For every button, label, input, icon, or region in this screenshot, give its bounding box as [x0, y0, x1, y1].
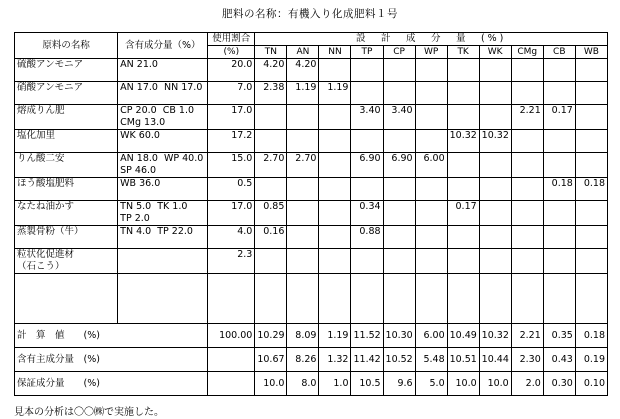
design-value: [319, 130, 351, 153]
design-value: [575, 82, 607, 105]
table-row: [15, 178, 608, 201]
material-name: 硫酸アンモニア: [15, 59, 118, 82]
design-value: [319, 249, 351, 274]
summary-value: 0.30: [543, 372, 575, 396]
empty-cell: [15, 274, 118, 324]
table-row: [15, 82, 608, 105]
usage-ratio: 15.0: [208, 153, 255, 178]
header-col: TN: [255, 46, 287, 59]
header-col: CB: [543, 46, 575, 59]
summary-value: 2.30: [511, 348, 543, 372]
design-value: [255, 130, 287, 153]
design-value: 2.70: [287, 153, 319, 178]
design-value: [479, 82, 511, 105]
design-value: 1.19: [319, 82, 351, 105]
summary-label: 保証成分量 (%): [15, 372, 208, 396]
summary-value: 10.0: [255, 372, 287, 396]
summary-value: 10.0: [447, 372, 479, 396]
design-value: [543, 130, 575, 153]
design-value: [383, 130, 415, 153]
design-value: [415, 226, 447, 249]
summary-value: 1.0: [319, 372, 351, 396]
design-value: [543, 82, 575, 105]
design-value: 6.00: [415, 153, 447, 178]
design-value: [447, 59, 479, 82]
design-value: [383, 201, 415, 226]
table-row: [15, 105, 608, 130]
summary-ratio: 100.00: [208, 324, 255, 348]
empty-cell: [511, 274, 543, 324]
design-value: [447, 153, 479, 178]
design-value: [511, 130, 543, 153]
design-value: [383, 82, 415, 105]
summary-value: 1.19: [319, 324, 351, 348]
design-value: [255, 178, 287, 201]
table-row: [15, 201, 608, 226]
material-contents: [118, 249, 208, 274]
summary-value: 8.0: [287, 372, 319, 396]
header-col: WP: [415, 46, 447, 59]
design-value: [383, 249, 415, 274]
header-contents: 含有成分量（%）: [118, 33, 208, 59]
summary-value: 0.10: [575, 372, 607, 396]
design-value: 4.20: [255, 59, 287, 82]
header-col: TK: [447, 46, 479, 59]
material-contents: AN 21.0: [118, 59, 208, 82]
material-contents: WK 60.0: [118, 130, 208, 153]
design-value: [351, 249, 383, 274]
design-value: [575, 226, 607, 249]
summary-value: 10.32: [479, 324, 511, 348]
material-name: 熔成りん肥: [15, 105, 118, 130]
design-value: [415, 178, 447, 201]
material-name: りん酸二安: [15, 153, 118, 178]
empty-cell: [383, 274, 415, 324]
design-value: [319, 201, 351, 226]
summary-value: 8.09: [287, 324, 319, 348]
summary-value: 10.52: [383, 348, 415, 372]
design-value: 4.20: [287, 59, 319, 82]
usage-ratio: 4.0: [208, 226, 255, 249]
summary-value: 2.0: [511, 372, 543, 396]
summary-value: 10.29: [255, 324, 287, 348]
table-row: [15, 130, 608, 153]
design-value: [447, 249, 479, 274]
summary-value: 1.32: [319, 348, 351, 372]
empty-cell: [118, 274, 208, 324]
design-value: [287, 178, 319, 201]
empty-cell: [415, 274, 447, 324]
design-value: [351, 59, 383, 82]
design-value: 6.90: [351, 153, 383, 178]
summary-value: 10.49: [447, 324, 479, 348]
summary-ratio: [208, 372, 255, 396]
summary-value: 10.67: [255, 348, 287, 372]
header-col: WB: [575, 46, 607, 59]
design-value: [383, 59, 415, 82]
design-value: [479, 178, 511, 201]
design-value: 1.19: [287, 82, 319, 105]
design-value: 10.32: [479, 130, 511, 153]
material-contents: CP 20.0 CB 1.0 CMg 13.0: [118, 105, 208, 130]
design-value: 0.34: [351, 201, 383, 226]
empty-cell: [479, 274, 511, 324]
design-value: [351, 82, 383, 105]
design-value: [447, 105, 479, 130]
design-value: [447, 82, 479, 105]
design-value: [447, 226, 479, 249]
summary-value: 11.52: [351, 324, 383, 348]
design-value: [287, 201, 319, 226]
material-name: ほう酸塩肥料: [15, 178, 118, 201]
material-name: 粒状化促進材 （石こう）: [15, 249, 118, 274]
material-contents: TN 5.0 TK 1.0 TP 2.0: [118, 201, 208, 226]
material-contents: TN 4.0 TP 22.0: [118, 226, 208, 249]
design-value: [511, 178, 543, 201]
empty-cell: [351, 274, 383, 324]
material-name: 塩化加里: [15, 130, 118, 153]
usage-ratio: 7.0: [208, 82, 255, 105]
header-col: CP: [383, 46, 415, 59]
design-value: [479, 105, 511, 130]
header-design: 設 計 成 分 量 (%): [255, 33, 608, 46]
summary-value: 5.0: [415, 372, 447, 396]
empty-cell: [575, 274, 607, 324]
document-title: 肥料の名称：有機入り化成肥料１号: [222, 8, 398, 20]
material-contents: AN 17.0 NN 17.0: [118, 82, 208, 105]
design-value: [287, 105, 319, 130]
summary-value: 0.19: [575, 348, 607, 372]
design-value: [319, 178, 351, 201]
design-value: [575, 59, 607, 82]
design-value: [479, 249, 511, 274]
header-material: 原料の名称: [15, 33, 118, 59]
summary-value: 10.51: [447, 348, 479, 372]
design-value: [543, 201, 575, 226]
design-value: [319, 105, 351, 130]
blank-row: [15, 274, 608, 324]
design-value: [575, 201, 607, 226]
design-value: [415, 130, 447, 153]
header-col: WK: [479, 46, 511, 59]
header-col: NN: [319, 46, 351, 59]
design-value: [319, 153, 351, 178]
summary-row-calc: [15, 324, 608, 348]
empty-cell: [319, 274, 351, 324]
design-value: [575, 130, 607, 153]
empty-cell: [255, 274, 287, 324]
design-value: [255, 249, 287, 274]
usage-ratio: 17.0: [208, 105, 255, 130]
design-value: [287, 226, 319, 249]
design-value: [479, 226, 511, 249]
design-value: [511, 153, 543, 178]
summary-value: 0.18: [575, 324, 607, 348]
summary-value: 10.30: [383, 324, 415, 348]
header-col: TP: [351, 46, 383, 59]
design-value: [575, 249, 607, 274]
design-value: [543, 249, 575, 274]
design-value: 6.90: [383, 153, 415, 178]
design-value: 0.18: [543, 178, 575, 201]
usage-ratio: 17.2: [208, 130, 255, 153]
design-value: [415, 249, 447, 274]
design-value: [319, 226, 351, 249]
header-col: AN: [287, 46, 319, 59]
design-value: [543, 153, 575, 178]
summary-value: 11.42: [351, 348, 383, 372]
design-value: [415, 82, 447, 105]
design-value: 2.38: [255, 82, 287, 105]
summary-row-actual: [15, 348, 608, 372]
design-value: 0.17: [447, 201, 479, 226]
design-value: [287, 130, 319, 153]
table-row: [15, 226, 608, 249]
design-value: [287, 249, 319, 274]
fertilizer-design-table: [14, 32, 608, 396]
design-value: [415, 105, 447, 130]
empty-cell: [287, 274, 319, 324]
summary-value: 0.35: [543, 324, 575, 348]
summary-label: 計 算 値 (%): [15, 324, 208, 348]
design-value: [319, 59, 351, 82]
material-name: 硝酸アンモニア: [15, 82, 118, 105]
design-value: [351, 130, 383, 153]
table-body: [15, 59, 608, 396]
design-value: 10.32: [447, 130, 479, 153]
table-row: [15, 249, 608, 274]
usage-ratio: 2.3: [208, 249, 255, 274]
table-row: [15, 153, 608, 178]
summary-value: 6.00: [415, 324, 447, 348]
design-value: [511, 201, 543, 226]
design-value: [575, 153, 607, 178]
design-value: 0.88: [351, 226, 383, 249]
empty-cell: [447, 274, 479, 324]
design-value: 0.18: [575, 178, 607, 201]
design-value: [383, 226, 415, 249]
design-value: 0.17: [543, 105, 575, 130]
design-value: 0.85: [255, 201, 287, 226]
material-contents: AN 18.0 WP 40.0 SP 46.0: [118, 153, 208, 178]
empty-cell: [543, 274, 575, 324]
design-value: 2.21: [511, 105, 543, 130]
design-value: [511, 82, 543, 105]
design-value: [543, 59, 575, 82]
design-value: [415, 201, 447, 226]
table-row: [15, 59, 608, 82]
design-value: [255, 105, 287, 130]
summary-value: 2.21: [511, 324, 543, 348]
design-value: 3.40: [351, 105, 383, 130]
design-value: [383, 178, 415, 201]
summary-value: 10.0: [479, 372, 511, 396]
design-value: [479, 201, 511, 226]
material-name: 蒸製骨粉（牛）: [15, 226, 118, 249]
design-value: [511, 59, 543, 82]
header-col: CMg: [511, 46, 543, 59]
usage-ratio: 17.0: [208, 201, 255, 226]
design-value: [479, 59, 511, 82]
design-value: 3.40: [383, 105, 415, 130]
summary-value: 10.44: [479, 348, 511, 372]
empty-cell: [208, 274, 255, 324]
header-ratio: 使用割合: [208, 33, 255, 46]
usage-ratio: 0.5: [208, 178, 255, 201]
summary-value: 10.5: [351, 372, 383, 396]
design-value: 0.16: [255, 226, 287, 249]
header-ratio-unit: (%): [208, 46, 255, 59]
footnote: 見本の分析は〇〇㈱で実施した。: [14, 407, 164, 418]
summary-value: 5.48: [415, 348, 447, 372]
design-value: [543, 226, 575, 249]
design-value: [511, 226, 543, 249]
material-name: なたね油かす: [15, 201, 118, 226]
summary-ratio: [208, 348, 255, 372]
design-value: [479, 153, 511, 178]
design-value: [415, 59, 447, 82]
material-contents: WB 36.0: [118, 178, 208, 201]
summary-row-guaranteed: [15, 372, 608, 396]
design-value: [351, 178, 383, 201]
usage-ratio: 20.0: [208, 59, 255, 82]
summary-value: 8.26: [287, 348, 319, 372]
design-value: 2.70: [255, 153, 287, 178]
summary-label: 含有主成分量 (%): [15, 348, 208, 372]
design-value: [575, 105, 607, 130]
summary-value: 0.43: [543, 348, 575, 372]
design-value: [511, 249, 543, 274]
summary-value: 9.6: [383, 372, 415, 396]
design-value: [447, 178, 479, 201]
